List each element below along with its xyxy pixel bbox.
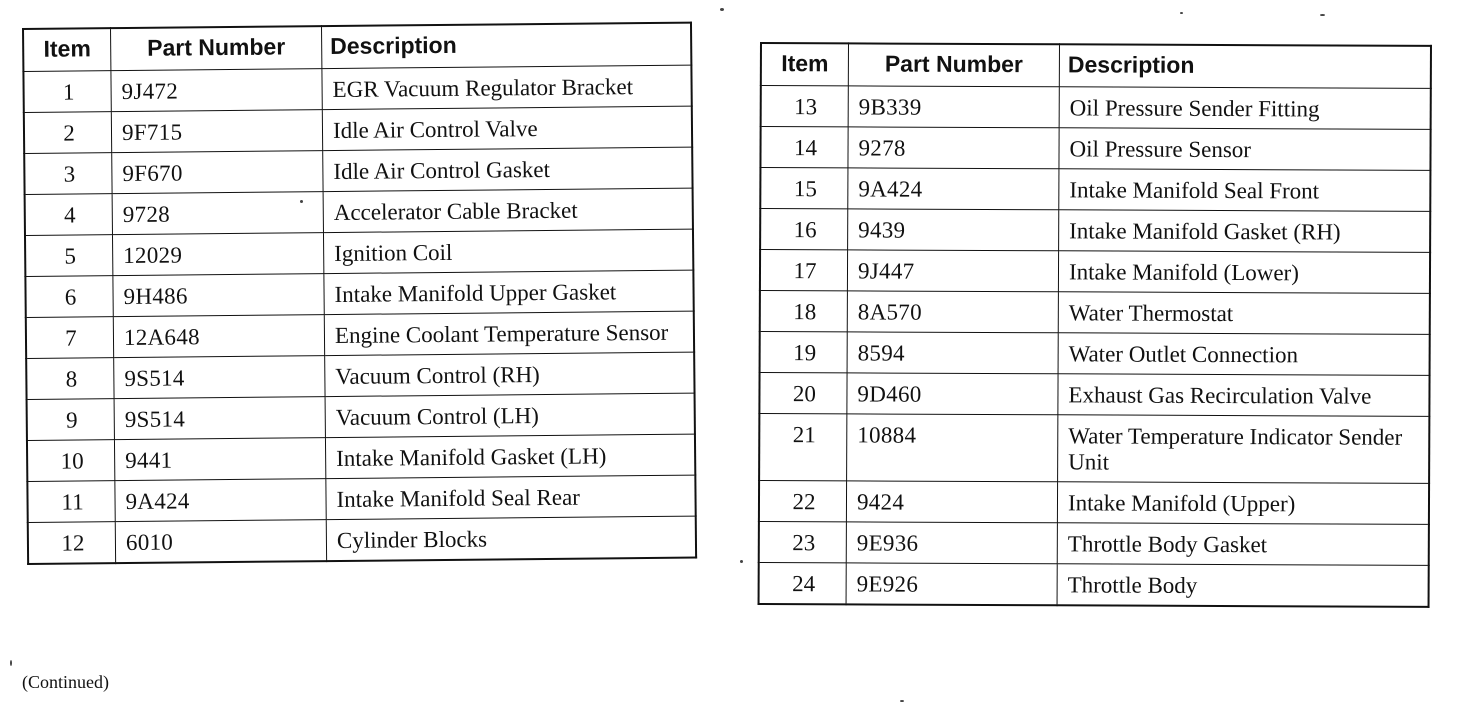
description-cell: Water Temperature Indicator Sender Unit	[1058, 415, 1430, 484]
item-number-cell: 17	[760, 250, 848, 291]
description-cell: Accelerator Cable Bracket	[323, 188, 693, 233]
item-number-cell: 24	[759, 562, 847, 604]
left-parts-table	[22, 22, 697, 565]
item-number-cell: 7	[26, 317, 114, 359]
part-number-cell: 9S514	[114, 397, 325, 440]
scan-speck	[1180, 12, 1183, 14]
continued-note: (Continued)	[22, 672, 109, 692]
header-description: Description	[321, 23, 691, 69]
table-row	[25, 188, 693, 235]
part-number-cell: 9441	[114, 438, 325, 481]
part-number-cell: 10884	[847, 414, 1058, 482]
header-description: Description	[1059, 44, 1431, 88]
part-number-cell: 9F670	[112, 151, 323, 194]
description-cell: Vacuum Control (LH)	[325, 393, 695, 438]
header-part-number: Part Number	[111, 26, 322, 71]
description-cell: Water Outlet Connection	[1058, 333, 1430, 376]
description-cell: Oil Pressure Sensor	[1059, 128, 1431, 171]
table-row	[760, 291, 1430, 335]
table-row	[26, 352, 694, 399]
part-number-cell: 9H486	[113, 274, 324, 317]
item-number-cell: 21	[759, 414, 847, 481]
table-row	[761, 86, 1431, 130]
table-row	[760, 127, 1430, 171]
item-number-cell: 12	[28, 522, 116, 564]
table-header-row	[23, 23, 691, 72]
table-row	[23, 65, 691, 112]
description-cell: Intake Manifold Gasket (RH)	[1059, 210, 1431, 253]
description-cell: Oil Pressure Sender Fitting	[1059, 87, 1431, 130]
item-number-cell: 19	[760, 332, 848, 373]
table-row	[760, 209, 1430, 253]
table-row	[760, 250, 1430, 294]
item-number-cell: 13	[761, 86, 849, 127]
table-row	[27, 434, 695, 481]
description-cell: Ignition Coil	[323, 229, 693, 274]
right-table-body	[759, 86, 1431, 607]
description-cell: Engine Coolant Temperature Sensor	[324, 311, 694, 356]
part-number-cell: 8594	[847, 332, 1058, 374]
part-number-cell: 9A424	[848, 168, 1059, 210]
item-number-cell: 2	[24, 112, 112, 154]
item-number-cell: 15	[760, 168, 848, 209]
item-number-cell: 18	[760, 291, 848, 332]
item-number-cell: 14	[760, 127, 848, 168]
right-parts-table-container	[758, 42, 1432, 608]
description-cell: Intake Manifold Seal Front	[1059, 169, 1431, 212]
part-number-cell: 6010	[115, 520, 326, 564]
part-number-cell: 12A648	[113, 315, 324, 358]
item-number-cell: 8	[26, 358, 114, 400]
left-table-body	[23, 65, 696, 564]
description-cell: Throttle Body Gasket	[1057, 523, 1429, 566]
description-cell: Intake Manifold (Lower)	[1058, 251, 1430, 294]
table-row	[760, 332, 1430, 376]
table-row	[25, 229, 693, 276]
right-parts-table	[758, 42, 1432, 608]
description-cell: EGR Vacuum Regulator Bracket	[322, 65, 692, 110]
description-cell: Intake Manifold Upper Gasket	[324, 270, 694, 315]
item-number-cell: 9	[27, 399, 115, 441]
table-row	[759, 373, 1429, 417]
table-row	[24, 147, 692, 194]
scan-speck	[10, 660, 12, 666]
scan-speck	[300, 200, 303, 203]
description-cell: Intake Manifold Gasket (LH)	[325, 434, 695, 479]
description-cell: Exhaust Gas Recirculation Valve	[1058, 374, 1430, 417]
item-number-cell: 23	[759, 521, 847, 562]
description-cell: Throttle Body	[1057, 564, 1429, 607]
part-number-cell: 9B339	[848, 86, 1059, 128]
description-cell: Idle Air Control Valve	[322, 106, 692, 151]
table-row	[25, 270, 693, 317]
description-cell: Intake Manifold (Upper)	[1057, 482, 1429, 525]
part-number-cell: 9J447	[847, 250, 1058, 292]
item-number-cell: 20	[759, 373, 847, 414]
part-number-cell: 9J472	[111, 69, 322, 112]
part-number-cell: 9E936	[846, 522, 1057, 564]
part-number-cell: 9278	[848, 127, 1059, 169]
item-number-cell: 22	[759, 481, 847, 522]
item-number-cell: 10	[27, 440, 115, 482]
part-number-cell: 9E926	[846, 563, 1057, 605]
description-cell: Intake Manifold Seal Rear	[326, 475, 696, 520]
header-item: Item	[23, 28, 111, 71]
table-row	[760, 168, 1430, 212]
scan-speck	[900, 700, 904, 702]
item-number-cell: 4	[25, 194, 113, 236]
table-row	[27, 475, 695, 522]
part-number-cell: 8A570	[847, 291, 1058, 333]
scan-speck	[720, 8, 724, 11]
table-row	[759, 414, 1429, 484]
description-cell: Vacuum Control (RH)	[325, 352, 695, 397]
description-cell: Water Thermostat	[1058, 292, 1430, 335]
left-parts-table-container	[22, 22, 697, 565]
scan-speck	[1320, 14, 1325, 16]
header-part-number: Part Number	[848, 43, 1059, 86]
item-number-cell: 16	[760, 209, 848, 250]
description-cell: Cylinder Blocks	[326, 516, 696, 561]
part-number-cell: 9439	[848, 209, 1059, 251]
part-number-cell: 9F715	[111, 110, 322, 153]
table-row	[26, 311, 694, 358]
item-number-cell: 1	[23, 71, 111, 113]
scan-speck	[740, 560, 743, 563]
item-number-cell: 5	[25, 235, 113, 277]
part-number-cell: 9424	[846, 481, 1057, 523]
part-number-cell: 9S514	[114, 356, 325, 399]
part-number-cell: 9A424	[115, 479, 326, 522]
item-number-cell: 11	[27, 481, 115, 523]
part-number-cell: 9D460	[847, 373, 1058, 415]
item-number-cell: 3	[24, 153, 112, 195]
part-number-cell: 12029	[112, 233, 323, 276]
table-row	[759, 521, 1429, 565]
table-row	[759, 562, 1429, 606]
header-item: Item	[761, 43, 849, 86]
table-row	[27, 393, 695, 440]
part-number-cell: 9728	[112, 192, 323, 235]
table-header-row	[761, 43, 1431, 88]
table-row	[28, 516, 696, 564]
table-row	[24, 106, 692, 153]
item-number-cell: 6	[25, 276, 113, 318]
description-cell: Idle Air Control Gasket	[323, 147, 693, 192]
table-row	[759, 481, 1429, 525]
